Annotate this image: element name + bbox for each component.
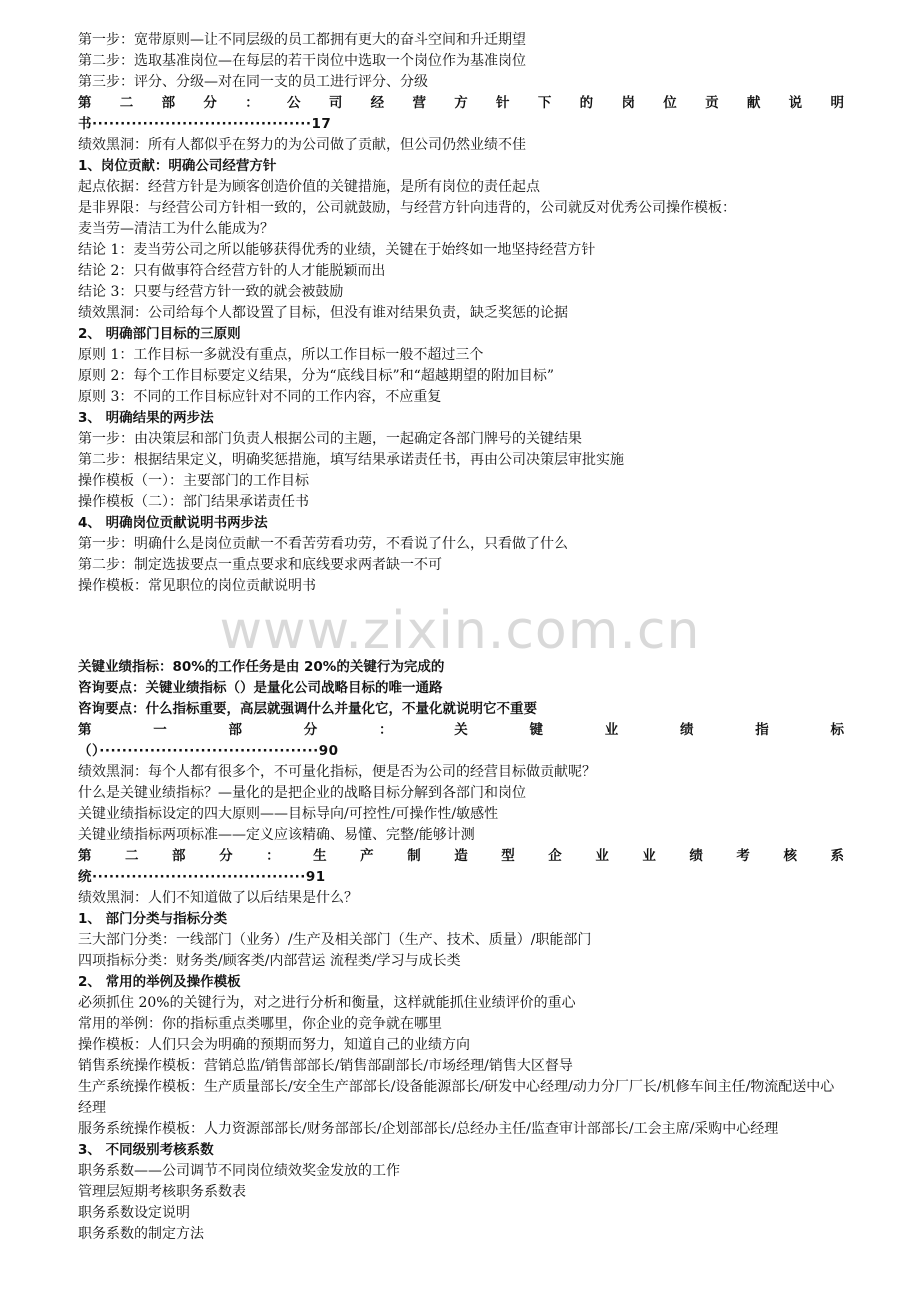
text-line: 销售系统操作模板：营销总监/销售部部长/销售部副部长/市场经理/销售大区督导 bbox=[78, 1058, 573, 1074]
text-line: 原则 3：不同的工作目标应针对不同的工作内容，不应重复 bbox=[78, 389, 442, 405]
text-line: 第二步：选取基准岗位—在每层的若干岗位中选取一个岗位作为基准岗位 bbox=[78, 53, 526, 69]
text-line: 操作模板：人们只会为明确的预期而努力，知道自己的业绩方向 bbox=[78, 1037, 470, 1053]
text-line: 什么是关键业绩指标？—量化的是把企业的战略目标分解到各部门和岗位 bbox=[78, 785, 526, 801]
text-line: 第一步：由决策层和部门负责人根据公司的主题，一起确定各部门牌号的关键结果 bbox=[78, 431, 582, 447]
text-line: 绩效黑洞：公司给每个人都设置了目标，但没有谁对结果负责，缺乏奖惩的论据 bbox=[78, 305, 568, 321]
section-heading: 1、 部门分类与指标分类 bbox=[78, 911, 228, 927]
text-line: 绩效黑洞：每个人都有很多个，不可量化指标，便是否为公司的经营目标做贡献呢？ bbox=[78, 764, 596, 780]
text-line: 绩效黑洞：人们不知道做了以后结果是什么？ bbox=[78, 890, 358, 906]
text-line: 常用的举例：你的指标重点类哪里，你企业的竞争就在哪里 bbox=[78, 1016, 442, 1032]
toc-leader-page: 书·······································17 bbox=[78, 116, 332, 132]
text-line: 原则 1：工作目标一多就没有重点，所以工作目标一般不超过三个 bbox=[78, 347, 484, 363]
text-line: 是非界限：与经营公司方针相一致的，公司就鼓励，与经营方针向违背的，公司就反对优秀公司操作模板： bbox=[78, 200, 736, 216]
text-line: 结论 2：只有做事符合经营方针的人才能脱颖而出 bbox=[78, 263, 386, 279]
text-line: 第二步：制定选拔要点一重点要求和底线要求两者缺一不可 bbox=[78, 557, 442, 573]
section-heading: 2、 明确部门目标的三原则 bbox=[78, 326, 241, 342]
text-line: 必须抓住 20%的关键行为，对之进行分析和衡量，这样就能抓住业绩评价的重心 bbox=[78, 995, 576, 1011]
section-heading: 3、 不同级别考核系数 bbox=[78, 1142, 214, 1158]
text-line: 四项指标分类：财务类/顾客类/内部营运 流程类/学习与成长类 bbox=[78, 953, 461, 969]
bold-line: 咨询要点：关键业绩指标（）是量化公司战略目标的唯一通路 bbox=[78, 680, 443, 696]
toc-title: 第 二 部 分 ： 公 司 经 营 方 针 下 的 岗 位 贡 献 说 明 bbox=[78, 95, 844, 111]
section-heading: 4、 明确岗位贡献说明书两步法 bbox=[78, 515, 268, 531]
text-line: 三大部门分类：一线部门（业务）/生产及相关部门（生产、技术、质量）/职能部门 bbox=[78, 932, 592, 948]
text-line: 操作模板（二）：部门结果承诺责任书 bbox=[78, 494, 309, 510]
text-line: 职务系数的制定方法 bbox=[78, 1226, 204, 1242]
toc-entry-part2-contribution bbox=[78, 93, 844, 135]
text-line: 起点依据：经营方针是为顾客创造价值的关键措施，是所有岗位的责任起点 bbox=[78, 179, 540, 195]
toc-leader-page: 统······································91 bbox=[78, 869, 326, 885]
toc-title: 第 二 部 分 ： 生 产 制 造 型 企 业 业 绩 考 核 系 bbox=[78, 848, 844, 864]
text-paragraph: 服务系统操作模板：人力资源部部长/财务部部长/企划部部长/总经办主任/监查审计部部长/工会主席/采购中心经理 bbox=[78, 1121, 779, 1137]
text-line: 第一步：明确什么是岗位贡献一不看苦劳看功劳，不看说了什么，只看做了什么 bbox=[78, 536, 568, 552]
bold-line: 关键业绩指标：80%的工作任务是由 20%的关键行为完成的 bbox=[78, 659, 445, 675]
toc-title: 第 一 部 分 ： 关 键 业 绩 指 标 bbox=[78, 722, 844, 738]
section-heading: 3、 明确结果的两步法 bbox=[78, 410, 214, 426]
section-heading: 1、岗位贡献：明确公司经营方针 bbox=[78, 158, 277, 174]
text-line: 职务系数设定说明 bbox=[78, 1205, 190, 1221]
section-block-1 bbox=[78, 30, 844, 597]
page-gap bbox=[78, 597, 844, 641]
text-line: 管理层短期考核职务系数表 bbox=[78, 1184, 246, 1200]
text-line: 关键业绩指标两项标准——定义应该精确、易懂、完整/能够计测 bbox=[78, 827, 475, 843]
text-line: 职务系数——公司调节不同岗位绩效奖金发放的工作 bbox=[78, 1163, 400, 1179]
bold-line: 咨询要点：什么指标重要，高层就强调什么并量化它，不量化就说明它不重要 bbox=[78, 701, 537, 717]
text-line: 原则 2：每个工作目标要定义结果，分为“底线目标”和“超越期望的附加目标” bbox=[78, 368, 554, 384]
toc-leader-page: （）·······································90 bbox=[78, 743, 339, 759]
text-line: 操作模板（一）：主要部门的工作目标 bbox=[78, 473, 309, 489]
text-line: 麦当劳—清洁工为什么能成为？ bbox=[78, 221, 274, 237]
text-line: 操作模板：常见职位的岗位贡献说明书 bbox=[78, 578, 316, 594]
text-line: 关键业绩指标设定的四大原则——目标导向/可控性/可操作性/敏感性 bbox=[78, 806, 499, 822]
document-page bbox=[78, 30, 844, 1245]
text-line: 第一步：宽带原则—让不同层级的员工都拥有更大的奋斗空间和升迁期望 bbox=[78, 32, 526, 48]
spacer bbox=[78, 641, 844, 657]
text-line: 第三步：评分、分级—对在同一支的员工进行评分、分级 bbox=[78, 74, 428, 90]
section-heading: 2、 常用的举例及操作模板 bbox=[78, 974, 241, 990]
toc-entry-part1-kpi bbox=[78, 720, 844, 762]
text-line: 结论 1：麦当劳公司之所以能够获得优秀的业绩，关键在于始终如一地坚持经营方针 bbox=[78, 242, 596, 258]
section-block-2 bbox=[78, 657, 844, 1245]
text-line: 结论 3：只要与经营方针一致的就会被鼓励 bbox=[78, 284, 344, 300]
toc-entry-part2-production bbox=[78, 846, 844, 888]
text-line: 绩效黑洞：所有人都似乎在努力的为公司做了贡献，但公司仍然业绩不佳 bbox=[78, 137, 526, 153]
text-line: 第二步：根据结果定义，明确奖惩措施，填写结果承诺责任书，再由公司决策层审批实施 bbox=[78, 452, 624, 468]
watermark-text: www.zixin.com.cn bbox=[219, 601, 701, 661]
text-paragraph: 生产系统操作模板：生产质量部长/安全生产部部长/设备能源部长/研发中心经理/动力分厂厂长/机修车间主任/物流配送中心经理 bbox=[78, 1079, 835, 1116]
